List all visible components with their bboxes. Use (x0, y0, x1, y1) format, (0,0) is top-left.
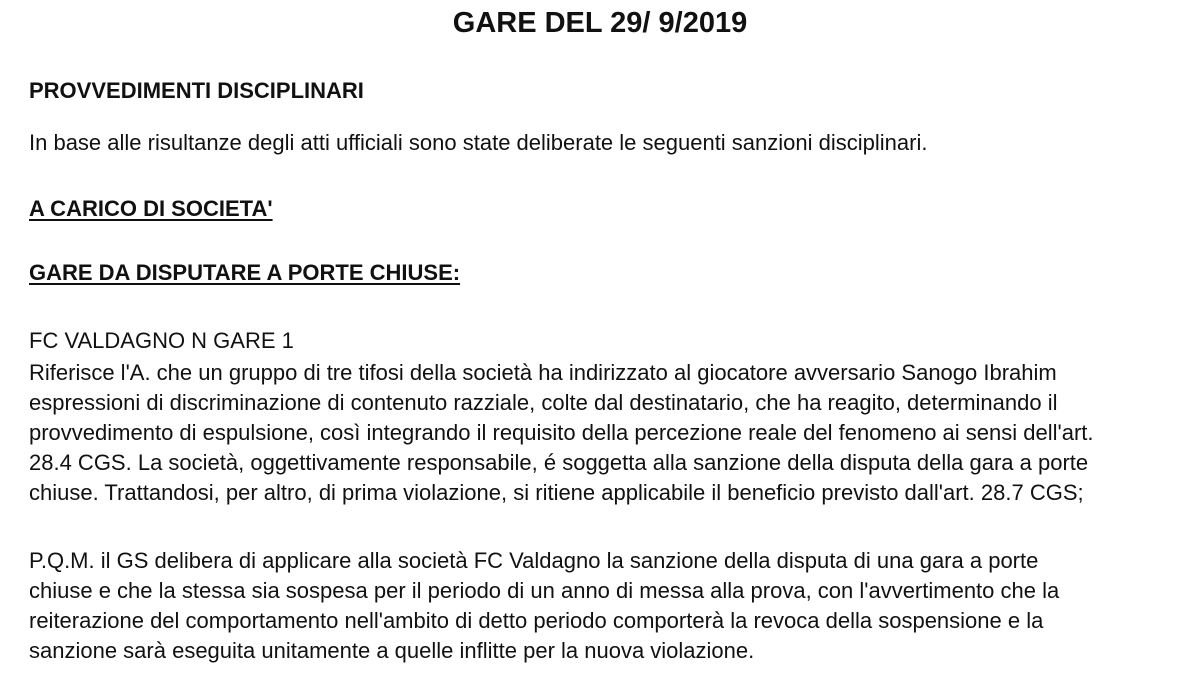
report-line: 28.4 CGS. La società, oggettivamente responsabile, é soggetta alla sanzione della disputa della gara a porte (29, 450, 1089, 475)
report-line: Riferisce l'A. che un gruppo di tre tifosi della società ha indirizzato al giocatore avversario Sanogo Ibrahim (29, 360, 1057, 385)
report-line: espressioni di discriminazione di contenuto razziale, colte dal destinatario, che ha reagito, determinando il (29, 390, 1058, 415)
intro-paragraph: In base alle risultanze degli atti ufficiali sono state deliberate le seguenti sanzioni disciplinari. (29, 130, 928, 155)
report-paragraph (29, 358, 1189, 508)
subheading-gare-porte-chiuse: GARE DA DISPUTARE A PORTE CHIUSE: (29, 260, 461, 285)
decision-paragraph (29, 546, 1189, 666)
decision-line: chiuse e che la stessa sia sospesa per il periodo di un anno di messa alla prova, con l'avvertimento che la (29, 578, 1060, 603)
decision-line: P.Q.M. il GS delibera di applicare alla società FC Valdagno la sanzione della disputa di una gara a porte (29, 548, 1039, 573)
section-heading: PROVVEDIMENTI DISCIPLINARI (29, 78, 364, 103)
subheading-a-carico-di-societa: A CARICO DI SOCIETA' (29, 196, 273, 221)
document-title: GARE DEL 29/ 9/2019 (452, 7, 748, 39)
report-line: provvedimento di espulsione, così integrando il requisito della percezione reale del fenomeno ai sensi dell'art. (29, 420, 1094, 445)
report-line: chiuse. Trattandosi, per altro, di prima violazione, si ritiene applicabile il beneficio previsto dall'art. 28.7 CGS; (29, 480, 1084, 505)
decision-line: reiterazione del comportamento nell'ambito di detto periodo comporterà la revoca della sospensione e la (29, 608, 1044, 633)
team-line: FC VALDAGNO N GARE 1 (29, 328, 294, 353)
decision-line: sanzione sarà eseguita unitamente a quelle inflitte per la nuova violazione. (29, 638, 755, 663)
